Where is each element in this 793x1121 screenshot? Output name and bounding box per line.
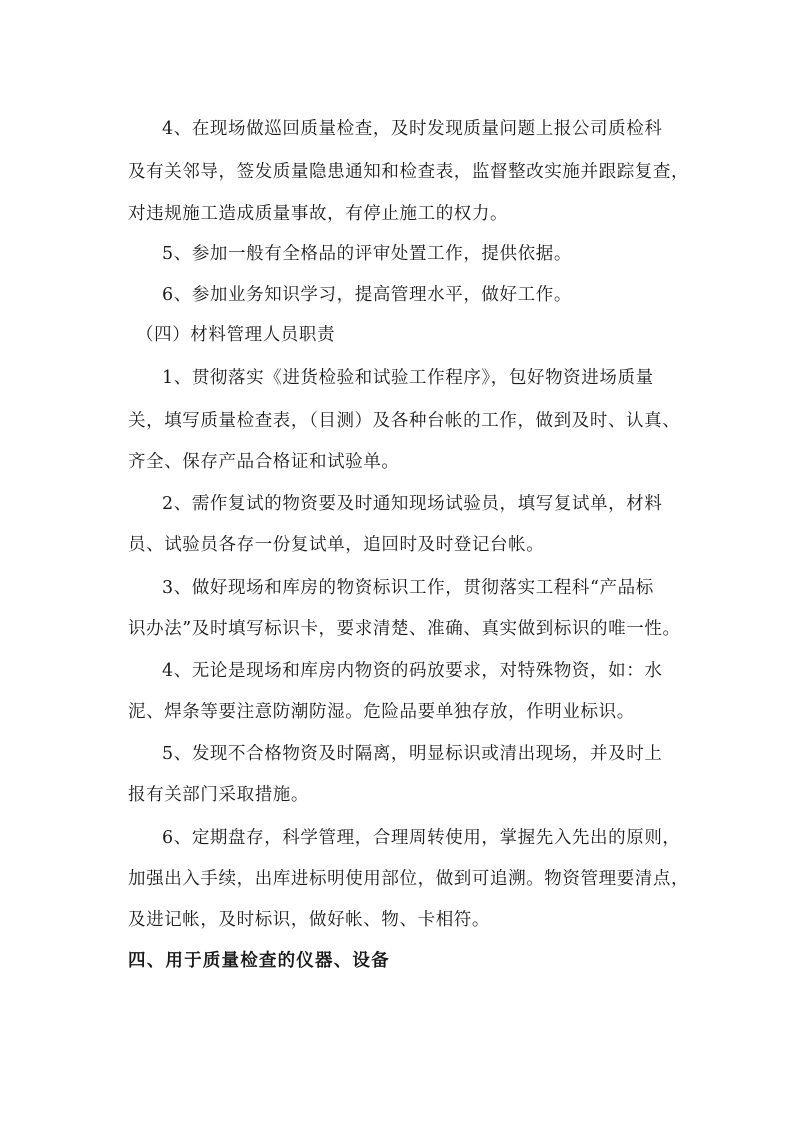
paragraph-line: 5、参加一般有全格品的评审处置工作，提供依据。 xyxy=(162,244,572,264)
paragraph-line: 1、贯彻落实《进货检验和试验工作程序》，包好物资进场质量 xyxy=(162,368,654,388)
paragraph-line: 及有关邻导，签发质量隐患通知和检查表，监督整改实施并跟踪复查， xyxy=(128,162,690,182)
paragraph-line: 及进记帐，及时标识，做好帐、物、卡相符。 xyxy=(128,910,490,930)
paragraph-line: 关，填写质量检查表，（目测）及各种台帐的工作，做到及时、认真、 xyxy=(128,411,681,431)
paragraph-line: 识办法”及时填写标识卡，要求清楚、准确、真实做到标识的唯一性。 xyxy=(128,619,681,639)
paragraph-line: 报有关部门采取措施。 xyxy=(128,785,309,805)
paragraph-line: 4、无论是现场和库房内物资的码放要求，对特殊物资，如：水 xyxy=(162,661,663,681)
paragraph-line: 6、参加业务知识学习，提高管理水平，做好工作。 xyxy=(162,285,572,305)
paragraph-line: 泥、焊条等要注意防潮防湿。危险品要单独存放，作明业标识。 xyxy=(128,702,635,722)
paragraph-line: 员、试验员各存一份复试单，追回时及时登记台帐。 xyxy=(128,535,545,555)
paragraph-line: 5、发现不合格物资及时隔离，明显标识或清出现场，并及时上 xyxy=(162,744,663,764)
paragraph-line: 3、做好现场和库房的物资标识工作，贯彻落实工程科“产品标 xyxy=(162,578,654,598)
paragraph-line: 6、定期盘存，科学管理，合理周转使用，掌握先入先出的原则， xyxy=(162,828,681,848)
paragraph-line: 加强出入手续，出库进标明使用部位，做到可追溯。物资管理要清点， xyxy=(128,869,690,889)
paragraph-line: 2、需作复试的物资要及时通知现场试验员，填写复试单，材料 xyxy=(162,494,663,514)
paragraph-line: 对违规施工造成质量事故，有停止施工的权力。 xyxy=(128,204,509,224)
paragraph-line: 齐全、保存产品合格证和试验单。 xyxy=(128,452,400,472)
section-heading: 四、用于质量检查的仪器、设备 xyxy=(128,951,390,971)
paragraph-line: 4、在现场做巡回质量检查，及时发现质量问题上报公司质检科 xyxy=(162,119,663,139)
section-subheading: （四）材料管理人员职责 xyxy=(136,325,336,345)
